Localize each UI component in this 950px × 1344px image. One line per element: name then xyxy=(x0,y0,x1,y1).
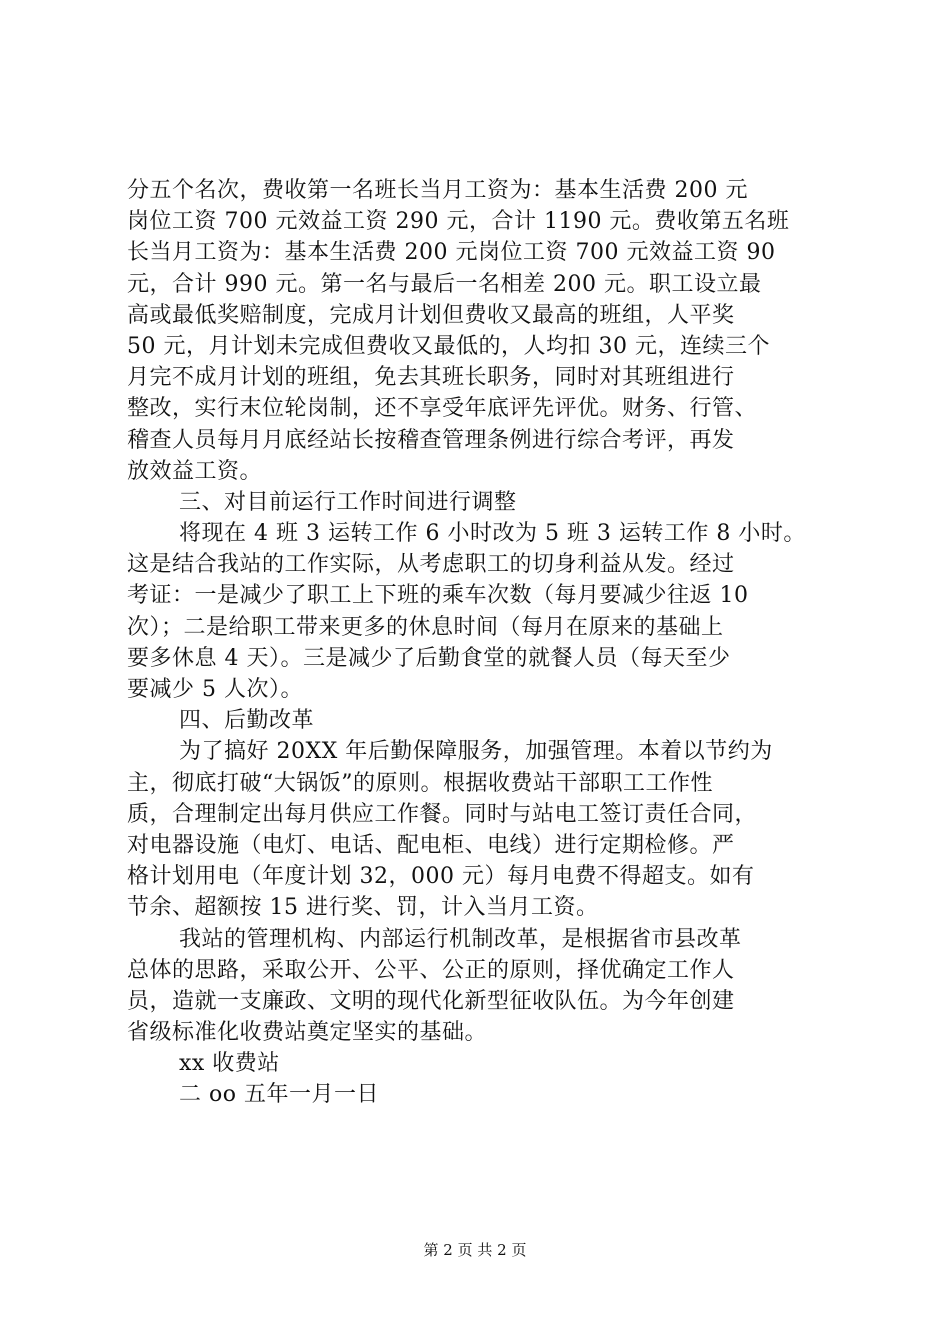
text-line: 放效益工资。 xyxy=(127,458,263,484)
text-line: 岗位工资 700 元效益工资 290 元，合计 1190 元。费收第五名班 xyxy=(127,209,790,235)
section-heading: 四、后勤改革 xyxy=(179,708,315,734)
text-line: 长当月工资为：基本生活费 200 元岗位工资 700 元效益工资 90 xyxy=(127,240,776,266)
text-line: 节余、超额按 15 进行奖、罚，计入当月工资。 xyxy=(127,895,599,921)
page-footer: 第 2 页 共 2 页 xyxy=(423,1241,527,1259)
text-line: 这是结合我站的工作实际，从考虑职工的切身利益从发。经过 xyxy=(127,552,735,578)
text-line: 将现在 4 班 3 运转工作 6 小时改为 5 班 3 运转工作 8 小时。 xyxy=(179,521,806,547)
text-line: 主，彻底打破“大锅饭”的原则。根据收费站干部职工工作性 xyxy=(127,770,713,796)
text-line: 员，造就一支廉政、文明的现代化新型征收队伍。为今年创建 xyxy=(127,988,735,1014)
text-line: 对电器设施（电灯、电话、配电柜、电线）进行定期检修。严 xyxy=(127,832,735,858)
text-line: 为了搞好 20XX 年后勤保障服务，加强管理。本着以节约为 xyxy=(179,739,773,765)
text-line: 元，合计 990 元。第一名与最后一名相差 200 元。职工设立最 xyxy=(127,271,762,297)
text-line: 次）；二是给职工带来更多的休息时间（每月在原来的基础上 xyxy=(127,614,724,640)
text-line: 省级标准化收费站奠定坚实的基础。 xyxy=(127,1020,488,1046)
text-line: 考证：一是减少了职工上下班的乘车次数（每月要减少往返 10 xyxy=(127,583,749,609)
text-line: 分五个名次，费收第一名班长当月工资为：基本生活费 200 元 xyxy=(127,178,748,203)
document-body xyxy=(127,175,827,1111)
text-line: 月完不成月计划的班组，免去其班长职务，同时对其班组进行 xyxy=(127,365,735,391)
text-line: 稽查人员每月月底经站长按稽查管理条例进行综合考评，再发 xyxy=(127,427,735,453)
text-line: 高或最低奖赔制度，完成月计划但费收又最高的班组，人平奖 xyxy=(127,302,735,328)
text-line: 总体的思路，采取公开、公平、公正的原则，择优确定工作人 xyxy=(127,957,735,983)
section-heading: 三、对目前运行工作时间进行调整 xyxy=(179,489,517,515)
signature-organization: xx 收费站 xyxy=(179,1051,280,1077)
text-line: 50 元，月计划未完成但费收又最低的，人均扣 30 元，连续三个 xyxy=(127,333,770,359)
text-line: 要减少 5 人次）。 xyxy=(127,677,303,702)
text-line: 格计划用电（年度计划 32，000 元）每月电费不得超支。如有 xyxy=(127,864,755,890)
signature-date: 二 oo 五年一月一日 xyxy=(179,1082,379,1108)
text-line: 整改，实行末位轮岗制，还不享受年底评先评优。财务、行管、 xyxy=(127,396,758,422)
text-line: 质，合理制定出每月供应工作餐。同时与站电工签订责任合同， xyxy=(127,801,758,827)
text-line: 我站的管理机构、内部运行机制改革，是根据省市县改革 xyxy=(179,926,742,952)
text-line: 要多休息 4 天）。三是减少了后勤食堂的就餐人员（每天至少 xyxy=(127,645,731,671)
